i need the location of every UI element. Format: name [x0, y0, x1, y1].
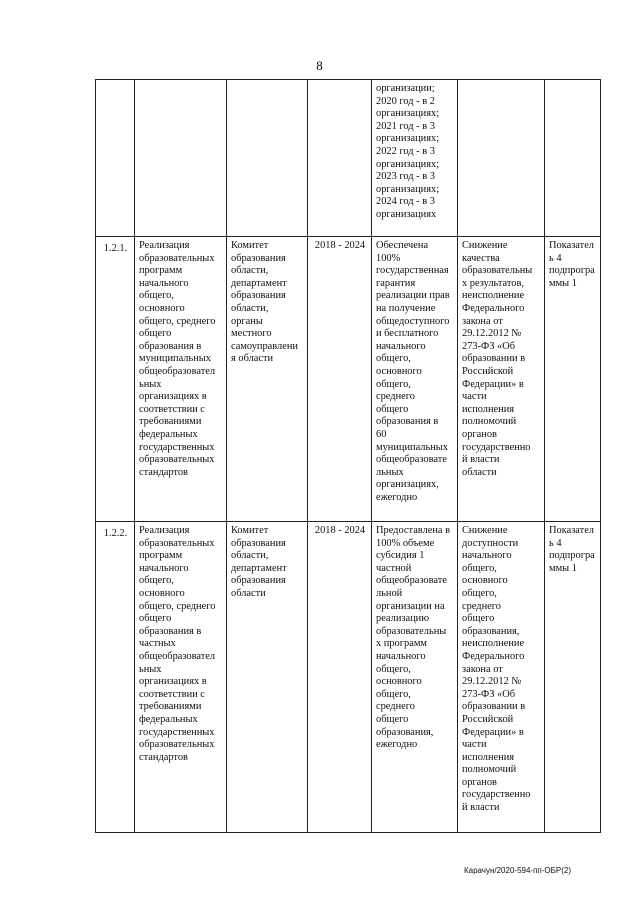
row-number: 1.2.2.	[96, 522, 135, 833]
non-implementation-consequences: Снижение доступности начального общего, основного общего, среднего общего образования, неисполнение Федерального закона от 29.12.2012 № 273-ФЗ «Об образовании в Российской Федерации» в части исполнения полномочий органов государственно й власти	[458, 522, 545, 833]
document-footer-code: Карачун/2020-594-пп-ОБР(2)	[463, 866, 571, 875]
implementation-period	[308, 80, 372, 237]
program-activities-table	[95, 79, 601, 833]
table-row-1-2-1	[96, 237, 601, 522]
table-row-1-2-2	[96, 522, 601, 833]
activity-name: Реализация образовательных программ начального общего, основного общего, среднего общего образования в частных общеобразовател ьных организациях в соответствии с требованиями федеральных государственных образовательных стандартов	[135, 522, 227, 833]
expected-result: Обеспечена 100% государственная гарантия реализации прав на получение общедоступного и бесплатного начального общего, основного общего, среднего общего образования в 60 муниципальных общеобразовате льных организациях, ежегодно	[372, 237, 458, 522]
responsible-executor	[227, 80, 308, 237]
row-number: 1.2.1.	[96, 237, 135, 522]
row-number	[96, 80, 135, 237]
table-row-continuation	[96, 80, 601, 237]
related-indicators: Показател ь 4 подпрогра ммы 1	[545, 237, 601, 522]
expected-result: организации; 2020 год - в 2 организациях; 2021 год - в 3 организациях; 2022 год - в 3 организациях; 2023 год - в 3 организациях; 2024 год - в 3 организациях	[372, 80, 458, 237]
related-indicators: Показател ь 4 подпрогра ммы 1	[545, 522, 601, 833]
page-number: 8	[316, 58, 323, 73]
responsible-executor: Комитет образования области, департамент образования области, органы местного самоуправлени я области	[227, 237, 308, 522]
activity-name	[135, 80, 227, 237]
activity-name: Реализация образовательных программ начального общего, основного общего, среднего общего образования в муниципальных общеобразовател ьных организациях в соответствии с требованиями федеральных государственных образовательных стандартов	[135, 237, 227, 522]
non-implementation-consequences	[458, 80, 545, 237]
non-implementation-consequences: Снижение качества образовательны х результатов, неисполнение Федерального закона от 29.12.2012 № 273-ФЗ «Об образовании в Российской Федерации» в части исполнения полномочий органов государственно й власти области	[458, 237, 545, 522]
expected-result: Предоставлена в 100% объеме субсидия 1 частной общеобразовате льной организации на реализацию образовательны х программ начального общего, основного общего, среднего общего образования, ежегодно	[372, 522, 458, 833]
related-indicators	[545, 80, 601, 237]
implementation-period: 2018 - 2024	[308, 237, 372, 522]
responsible-executor: Комитет образования области, департамент образования области	[227, 522, 308, 833]
implementation-period: 2018 - 2024	[308, 522, 372, 833]
